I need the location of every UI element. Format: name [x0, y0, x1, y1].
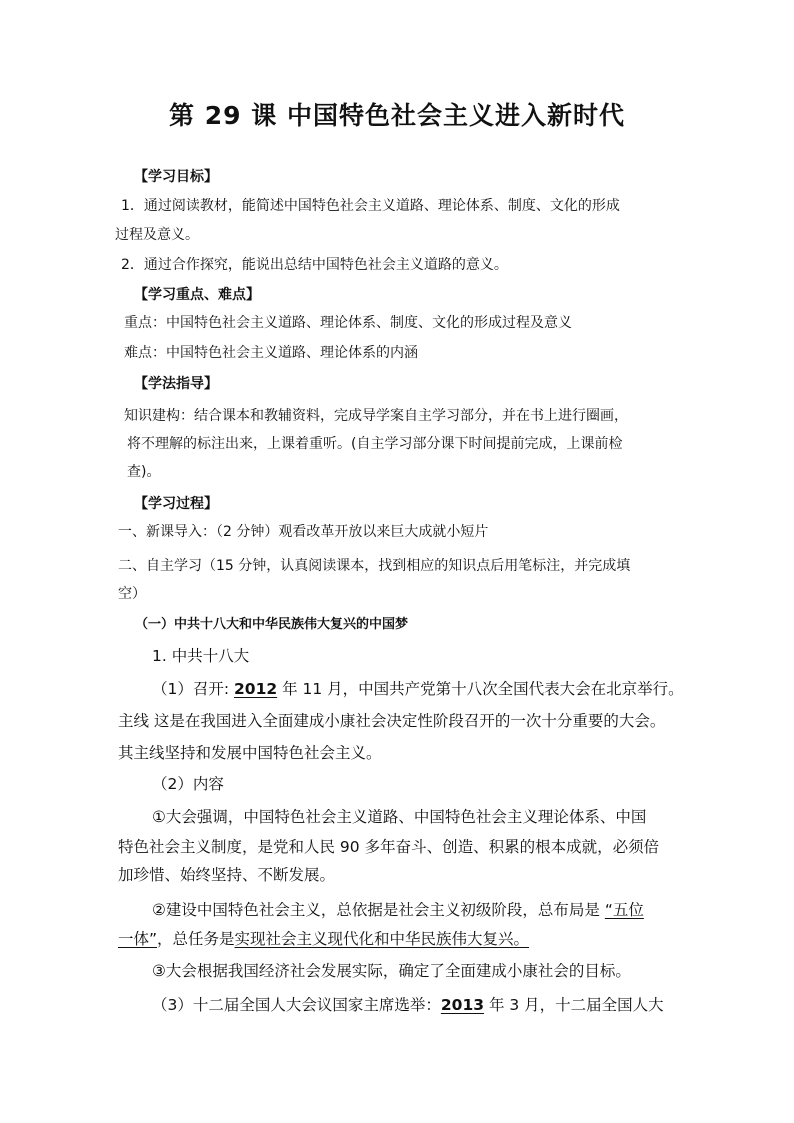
- goals-heading: 【学习目标】: [134, 169, 218, 185]
- intro-text: 一、新课导入：（2 分钟）观看改革开放以来巨大成就小短片: [118, 524, 489, 540]
- c2-underline-1: “五位: [604, 901, 644, 919]
- p3-year: 2013: [440, 996, 485, 1014]
- focus-text: 重点：中国特色社会主义道路、理论体系、制度、文化的形成过程及意义: [124, 315, 572, 331]
- goal-item-1-line-2: 过程及意义。: [115, 227, 199, 243]
- self-study-line-2: 空）: [118, 586, 146, 602]
- p1-prefix: （1）召开:: [152, 680, 235, 698]
- c2-prefix: ②建设中国特色社会主义，总依据是社会主义初级阶段，总布局是: [152, 901, 605, 919]
- c2-middle: ，总任务是: [157, 930, 235, 948]
- goal-item-2: 2．通过合作探究，能说出总结中国特色社会主义道路的意义。: [121, 257, 508, 273]
- page-title: 第 29 课 中国特色社会主义进入新时代: [169, 101, 625, 130]
- p3-suffix: 年 3 月，十二届全国人大: [484, 996, 664, 1014]
- method-line-2: 将不理解的标注出来，上课着重听。(自主学习部分课下时间提前完成，上课前检: [127, 436, 623, 452]
- goal-item-1-line-1: 1．通过阅读教材，能简述中国特色社会主义道路、理论体系、制度、文化的形成: [121, 198, 620, 214]
- method-line-3: 查)。: [127, 464, 161, 480]
- keypoints-heading: 【学习重点、难点】: [134, 287, 260, 303]
- content-2-line-1: [152, 899, 644, 921]
- p1-suffix: 年 11 月，中国共产党第十八次全国代表大会在北京举行。: [277, 680, 684, 698]
- c2-underline-3: 实现社会主义现代化和中华民族伟大复兴。: [234, 930, 530, 948]
- section-1-heading: （一）中共十八大和中华民族伟大复兴的中国梦: [135, 617, 409, 632]
- content-heading: （2）内容: [152, 775, 224, 793]
- paragraph-1-line-3: 其主线坚持和发展中国特色社会主义。: [118, 744, 382, 762]
- paragraph-1-line-2: 主线 这是在我国进入全面建成小康社会决定性阶段召开的一次十分重要的大会。: [118, 712, 666, 730]
- content-3: ③大会根据我国经济社会发展实际，确定了全面建成小康社会的目标。: [152, 962, 631, 980]
- content-1-line-2: 特色社会主义制度，是党和人民 90 多年奋斗、创造、积累的根本成就，必须倍: [118, 838, 660, 856]
- method-heading: 【学法指导】: [134, 376, 218, 392]
- self-study-line-1: 二、自主学习（15 分钟，认真阅读课本，找到相应的知识点后用笔标注，并完成填: [118, 558, 631, 574]
- process-heading: 【学习过程】: [134, 496, 218, 512]
- p3-prefix: （3）十二届全国人大会议国家主席选举：: [152, 996, 441, 1014]
- paragraph-3-line-1: [152, 994, 664, 1016]
- method-line-1: 知识建构：结合课本和教辅资料，完成导学案自主学习部分，并在书上进行圈画，: [124, 408, 628, 424]
- p1-year: 2012: [234, 680, 278, 698]
- c2-underline-2: 一体”: [118, 930, 158, 948]
- content-1-line-3: 加珍惜、始终坚持、不断发展。: [118, 866, 336, 884]
- content-2-line-2: [118, 928, 529, 950]
- sub-1-heading: 1. 中共十八大: [152, 647, 250, 665]
- paragraph-1-line-1: [152, 678, 684, 700]
- difficulty-text: 难点：中国特色社会主义道路、理论体系的内涵: [124, 345, 418, 361]
- content-1-line-1: ①大会强调，中国特色社会主义道路、中国特色社会主义理论体系、中国: [152, 808, 647, 826]
